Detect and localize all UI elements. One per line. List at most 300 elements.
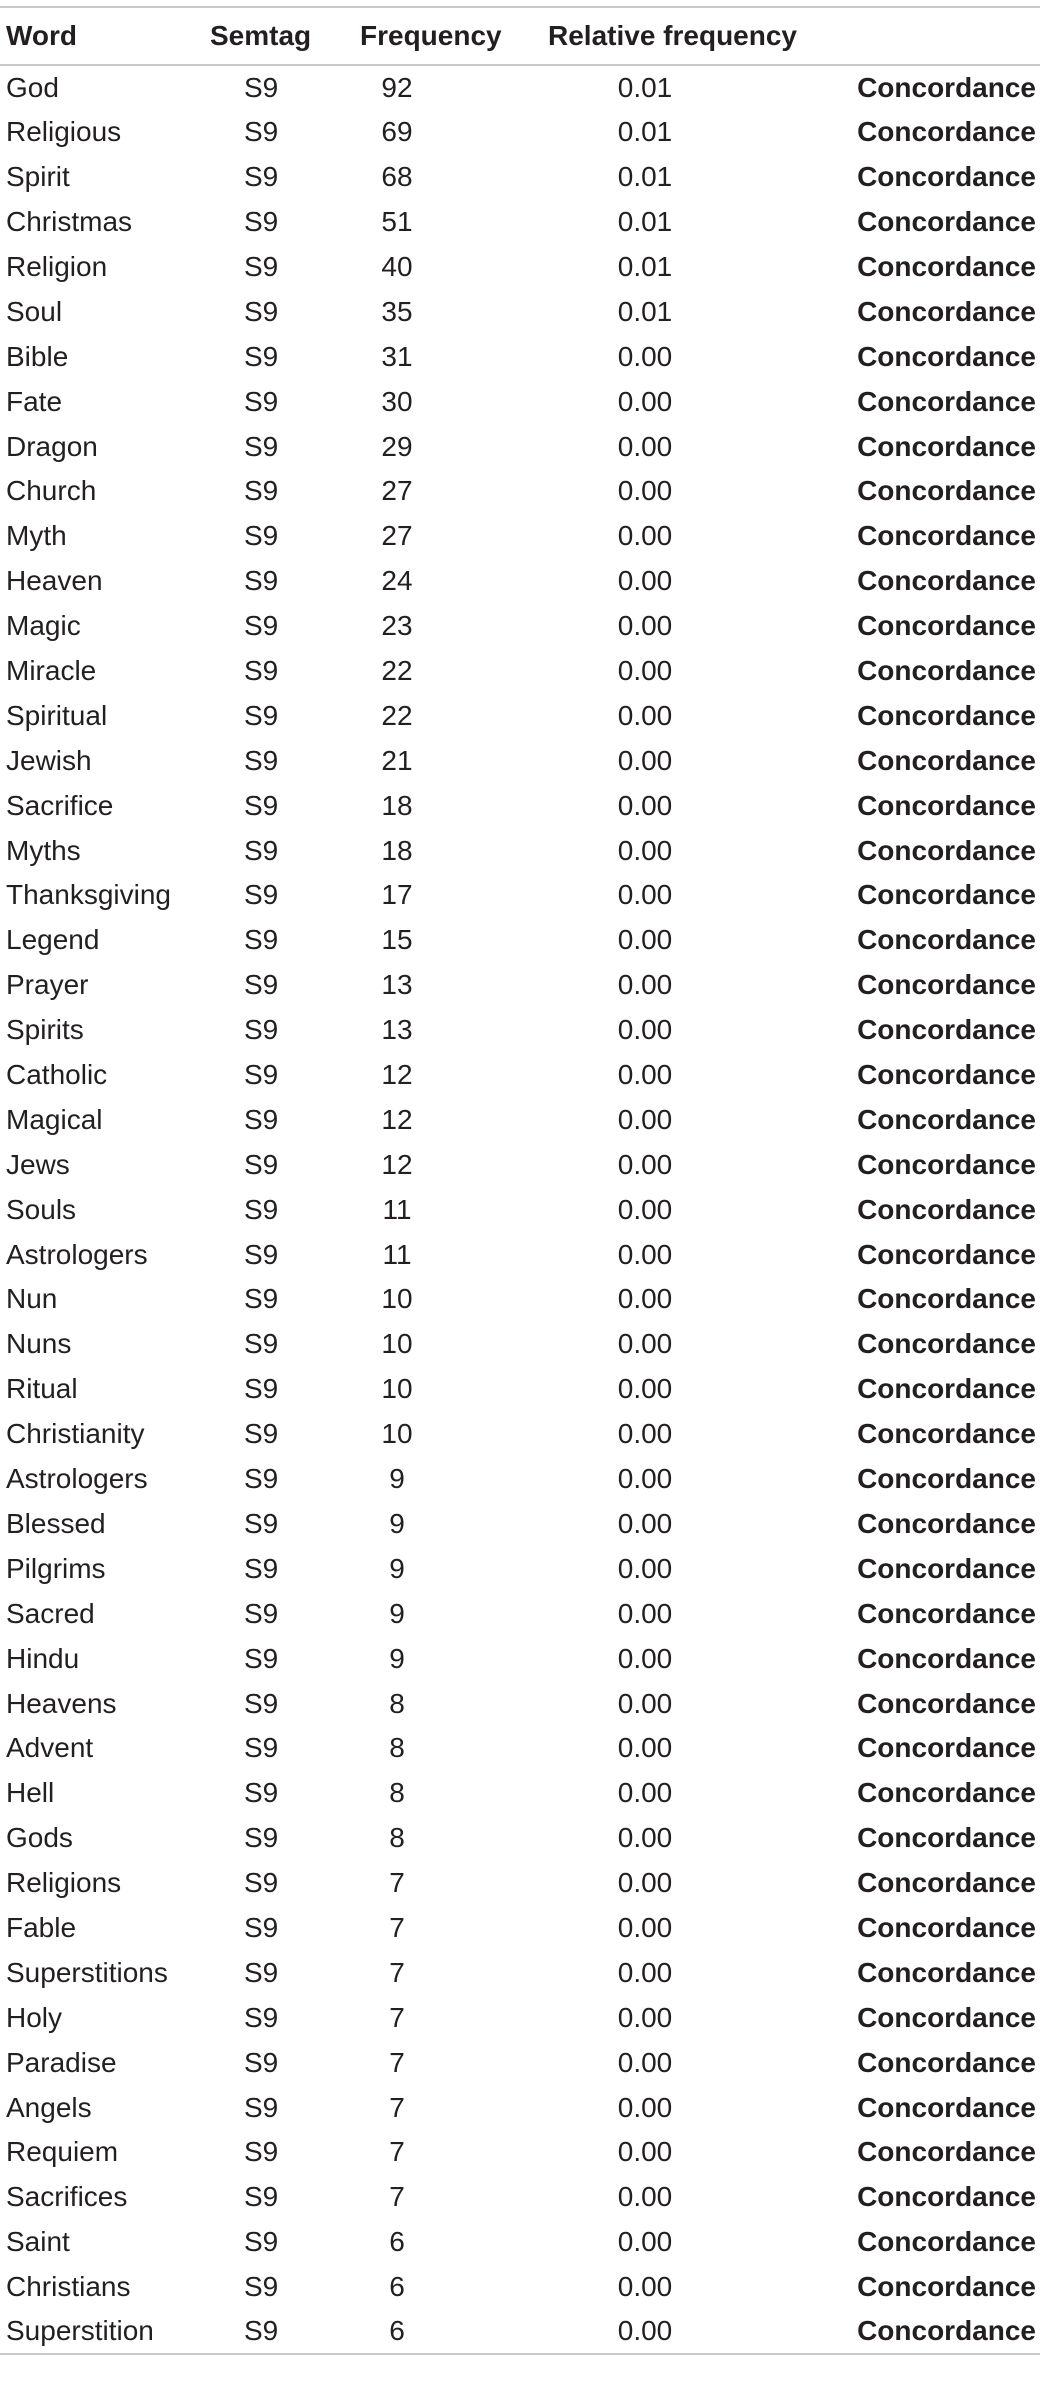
table-row <box>0 1816 1040 1861</box>
cell-word: Fable <box>6 1911 77 1943</box>
cell-relative-frequency: 0.00 <box>617 340 673 372</box>
table-row <box>0 1142 1040 1187</box>
cell-frequency: 13 <box>381 969 413 1001</box>
cell-word: Hindu <box>6 1642 80 1674</box>
cell-relative-frequency: 0.00 <box>617 1822 673 1854</box>
concordance-link[interactable]: Concordance <box>857 610 1036 642</box>
cell-semtag: S9 <box>244 2136 279 2168</box>
cell-relative-frequency: 0.00 <box>617 565 673 597</box>
cell-relative-frequency: 0.00 <box>617 1103 673 1135</box>
cell-semtag: S9 <box>244 340 279 372</box>
cell-relative-frequency: 0.00 <box>617 1283 673 1315</box>
concordance-link[interactable]: Concordance <box>857 1103 1036 1135</box>
cell-semtag: S9 <box>244 385 279 417</box>
table-row <box>0 649 1040 694</box>
cell-relative-frequency: 0.00 <box>617 2181 673 2213</box>
cell-relative-frequency: 0.00 <box>617 744 673 776</box>
cell-word: Hell <box>6 1777 55 1809</box>
cell-relative-frequency: 0.00 <box>617 2136 673 2168</box>
concordance-link[interactable]: Concordance <box>857 385 1036 417</box>
cell-frequency: 92 <box>381 71 413 103</box>
header-word: Word <box>0 7 196 65</box>
cell-semtag: S9 <box>244 475 279 507</box>
table-row <box>0 1950 1040 1995</box>
cell-relative-frequency: 0.00 <box>617 1463 673 1495</box>
concordance-link[interactable]: Concordance <box>857 475 1036 507</box>
cell-frequency: 8 <box>389 1777 405 1809</box>
cell-relative-frequency: 0.00 <box>617 385 673 417</box>
cell-semtag: S9 <box>244 744 279 776</box>
cell-frequency: 30 <box>381 385 413 417</box>
cell-frequency: 22 <box>381 655 413 687</box>
concordance-link[interactable]: Concordance <box>857 1373 1036 1405</box>
cell-frequency: 7 <box>389 1956 405 1988</box>
concordance-link[interactable]: Concordance <box>857 1418 1036 1450</box>
concordance-link[interactable]: Concordance <box>857 969 1036 1001</box>
cell-word: Dragon <box>6 430 98 462</box>
table-row <box>0 2175 1040 2220</box>
concordance-link[interactable]: Concordance <box>857 2001 1036 2033</box>
cell-frequency: 12 <box>381 1148 413 1180</box>
cell-frequency: 35 <box>381 295 413 327</box>
cell-semtag: S9 <box>244 1103 279 1135</box>
cell-semtag: S9 <box>244 71 279 103</box>
concordance-link[interactable]: Concordance <box>857 520 1036 552</box>
cell-relative-frequency: 0.01 <box>617 206 673 238</box>
cell-frequency: 10 <box>381 1373 413 1405</box>
header-row <box>0 7 1040 65</box>
table-row <box>0 1187 1040 1232</box>
cell-relative-frequency: 0.00 <box>617 610 673 642</box>
concordance-link[interactable]: Concordance <box>857 1283 1036 1315</box>
table-row <box>0 2085 1040 2130</box>
cell-relative-frequency: 0.00 <box>617 834 673 866</box>
header-semtag: Semtag <box>196 7 328 65</box>
cell-semtag: S9 <box>244 1059 279 1091</box>
cell-word: Magic <box>6 610 81 642</box>
concordance-link[interactable]: Concordance <box>857 295 1036 327</box>
cell-word: Religions <box>6 1867 122 1899</box>
cell-semtag: S9 <box>244 295 279 327</box>
cell-frequency: 7 <box>389 2136 405 2168</box>
cell-word: Saint <box>6 2226 70 2258</box>
table-row <box>0 1906 1040 1951</box>
table-row <box>0 1591 1040 1636</box>
cell-semtag: S9 <box>244 565 279 597</box>
table-row <box>0 1636 1040 1681</box>
cell-frequency: 6 <box>389 2226 405 2258</box>
cell-relative-frequency: 0.00 <box>617 475 673 507</box>
cell-frequency: 8 <box>389 1822 405 1854</box>
concordance-link[interactable]: Concordance <box>857 1732 1036 1764</box>
cell-word: Gods <box>6 1822 73 1854</box>
table-row <box>0 738 1040 783</box>
table-row <box>0 1232 1040 1277</box>
cell-semtag: S9 <box>244 789 279 821</box>
cell-word: Jewish <box>6 744 92 776</box>
cell-relative-frequency: 0.00 <box>617 1732 673 1764</box>
cell-frequency: 17 <box>381 879 413 911</box>
concordance-link[interactable]: Concordance <box>857 2046 1036 2078</box>
cell-frequency: 6 <box>328 2310 518 2355</box>
concordance-link[interactable]: Concordance <box>857 879 1036 911</box>
header-relative-frequency: Relative frequency <box>518 7 824 65</box>
cell-word: Paradise <box>6 2046 117 2078</box>
table-row <box>0 1995 1040 2040</box>
concordance-link[interactable]: Concordance <box>857 2226 1036 2258</box>
cell-relative-frequency: 0.00 <box>617 430 673 462</box>
cell-frequency: 18 <box>381 834 413 866</box>
concordance-link[interactable]: Concordance <box>857 1687 1036 1719</box>
table-row <box>0 2310 1040 2355</box>
table-row <box>0 1771 1040 1816</box>
cell-frequency: 18 <box>381 789 413 821</box>
concordance-link[interactable]: Concordance <box>857 1463 1036 1495</box>
cell-relative-frequency: 0.00 <box>617 1597 673 1629</box>
cell-semtag: S9 <box>244 1777 279 1809</box>
cell-word: Holy <box>6 2001 63 2033</box>
cell-word: Souls <box>6 1193 77 1225</box>
concordance-link[interactable]: Concordance <box>857 1642 1036 1674</box>
table-row <box>0 245 1040 290</box>
cell-frequency: 10 <box>381 1328 413 1360</box>
table-row <box>0 469 1040 514</box>
cell-relative-frequency: 0.01 <box>617 161 673 193</box>
cell-frequency: 8 <box>389 1732 405 1764</box>
table-row <box>0 1008 1040 1053</box>
cell-word: Myths <box>6 834 81 866</box>
cell-frequency: 15 <box>381 924 413 956</box>
concordance-link[interactable]: Concordance <box>857 206 1036 238</box>
cell-frequency: 9 <box>389 1552 405 1584</box>
cell-semtag: S9 <box>244 1283 279 1315</box>
cell-relative-frequency: 0.00 <box>617 520 673 552</box>
cell-relative-frequency: 0.00 <box>617 924 673 956</box>
table-row <box>0 963 1040 1008</box>
table-row <box>0 2265 1040 2310</box>
cell-semtag: S9 <box>244 2181 279 2213</box>
table-row <box>0 289 1040 334</box>
concordance-link[interactable]: Concordance <box>857 655 1036 687</box>
concordance-link[interactable]: Concordance <box>857 834 1036 866</box>
table-row <box>0 1681 1040 1726</box>
cell-semtag: S9 <box>244 699 279 731</box>
cell-word: Jews <box>6 1148 70 1180</box>
cell-word: Requiem <box>6 2136 119 2168</box>
table-row <box>0 1457 1040 1502</box>
cell-frequency: 10 <box>381 1418 413 1450</box>
cell-word: Nun <box>6 1283 58 1315</box>
cell-word: Astrologers <box>6 1238 148 1270</box>
cell-relative-frequency: 0.00 <box>617 2091 673 2123</box>
header-frequency: Frequency <box>328 7 518 65</box>
cell-relative-frequency: 0.00 <box>617 1418 673 1450</box>
cell-frequency: 7 <box>389 1911 405 1943</box>
table-row <box>0 873 1040 918</box>
table-row <box>0 514 1040 559</box>
cell-frequency: 8 <box>389 1687 405 1719</box>
table-row <box>0 1861 1040 1906</box>
cell-word: Church <box>6 475 97 507</box>
cell-word: Sacrifice <box>6 789 114 821</box>
cell-word: Religious <box>6 116 122 148</box>
cell-frequency: 11 <box>382 1238 412 1270</box>
concordance-link[interactable]: Concordance <box>857 565 1036 597</box>
cell-semtag: S9 <box>244 1732 279 1764</box>
cell-word: Heavens <box>6 1687 117 1719</box>
cell-semtag: S9 <box>244 2001 279 2033</box>
header-concordance <box>824 7 1040 65</box>
concordance-link[interactable]: Concordance <box>857 1597 1036 1629</box>
cell-semtag: S9 <box>244 879 279 911</box>
concordance-link[interactable]: Concordance <box>857 2091 1036 2123</box>
cell-semtag: S9 <box>244 116 279 148</box>
cell-word: Spirit <box>6 161 70 193</box>
cell-word: Sacrifices <box>6 2181 128 2213</box>
cell-semtag: S9 <box>244 969 279 1001</box>
concordance-link[interactable]: Concordance <box>857 116 1036 148</box>
concordance-link[interactable]: Concordance <box>857 71 1036 103</box>
cell-relative-frequency: 0.00 <box>617 2001 673 2033</box>
cell-word: Christianity <box>6 1418 145 1450</box>
cell-semtag: S9 <box>244 2046 279 2078</box>
cell-word: Catholic <box>6 1059 108 1091</box>
cell-relative-frequency: 0.01 <box>617 71 673 103</box>
cell-word: Superstitions <box>6 1956 168 1988</box>
concordance-link[interactable]: Concordance <box>857 1193 1036 1225</box>
concordance-link[interactable]: Concordance <box>824 2310 1040 2355</box>
cell-relative-frequency: 0.00 <box>617 1193 673 1225</box>
concordance-link[interactable]: Concordance <box>857 430 1036 462</box>
cell-word: Miracle <box>6 655 97 687</box>
cell-relative-frequency: 0.00 <box>617 1687 673 1719</box>
cell-word: Prayer <box>6 969 89 1001</box>
table-row <box>0 918 1040 963</box>
cell-semtag: S9 <box>244 1463 279 1495</box>
cell-relative-frequency: 0.00 <box>617 1956 673 1988</box>
table-row <box>0 379 1040 424</box>
cell-frequency: 22 <box>381 699 413 731</box>
cell-frequency: 9 <box>389 1597 405 1629</box>
cell-semtag: S9 <box>244 610 279 642</box>
concordance-link[interactable]: Concordance <box>857 340 1036 372</box>
cell-relative-frequency: 0.00 <box>617 1777 673 1809</box>
concordance-link[interactable]: Concordance <box>857 1059 1036 1091</box>
concordance-link[interactable]: Concordance <box>857 1328 1036 1360</box>
cell-frequency: 6 <box>389 2271 405 2303</box>
cell-frequency: 7 <box>389 1867 405 1899</box>
cell-semtag: S9 <box>196 2310 328 2355</box>
cell-semtag: S9 <box>244 430 279 462</box>
cell-semtag: S9 <box>244 1238 279 1270</box>
cell-word: Superstition <box>0 2310 196 2355</box>
cell-frequency: 12 <box>381 1103 413 1135</box>
table-row <box>0 604 1040 649</box>
table-row <box>0 1322 1040 1367</box>
table-row <box>0 2130 1040 2175</box>
cell-word: Thanksgiving <box>6 879 171 911</box>
concordance-link[interactable]: Concordance <box>857 1014 1036 1046</box>
cell-semtag: S9 <box>244 655 279 687</box>
cell-word: Astrologers <box>6 1463 148 1495</box>
cell-frequency: 69 <box>381 116 413 148</box>
concordance-link[interactable]: Concordance <box>857 789 1036 821</box>
cell-semtag: S9 <box>244 834 279 866</box>
cell-frequency: 51 <box>381 206 413 238</box>
cell-relative-frequency: 0.00 <box>617 2046 673 2078</box>
cell-semtag: S9 <box>244 1867 279 1899</box>
cell-semtag: S9 <box>244 1507 279 1539</box>
concordance-link[interactable]: Concordance <box>857 2271 1036 2303</box>
word-frequency-table <box>0 6 1040 2355</box>
concordance-link[interactable]: Concordance <box>857 1911 1036 1943</box>
concordance-link[interactable]: Concordance <box>857 2181 1036 2213</box>
cell-relative-frequency: 0.00 <box>617 1373 673 1405</box>
cell-frequency: 13 <box>381 1014 413 1046</box>
cell-relative-frequency: 0.00 <box>518 2310 824 2355</box>
cell-frequency: 7 <box>389 2091 405 2123</box>
concordance-link[interactable]: Concordance <box>857 1822 1036 1854</box>
cell-word: Advent <box>6 1732 94 1764</box>
table-header <box>0 7 1040 65</box>
cell-frequency: 9 <box>389 1507 405 1539</box>
cell-relative-frequency: 0.01 <box>617 116 673 148</box>
cell-relative-frequency: 0.00 <box>617 1911 673 1943</box>
cell-relative-frequency: 0.01 <box>617 251 673 282</box>
table-row <box>0 783 1040 828</box>
cell-word: Bible <box>6 340 69 372</box>
concordance-link[interactable]: Concordance <box>857 1956 1036 1988</box>
cell-word: Fate <box>6 385 63 417</box>
table-row <box>0 693 1040 738</box>
cell-word: Blessed <box>6 1507 106 1539</box>
cell-relative-frequency: 0.00 <box>617 1867 673 1899</box>
cell-frequency: 31 <box>381 340 413 372</box>
concordance-link[interactable]: Concordance <box>857 1148 1036 1180</box>
cell-semtag: S9 <box>244 1552 279 1584</box>
table-row <box>0 334 1040 379</box>
table-row <box>0 828 1040 873</box>
table-row <box>0 155 1040 200</box>
cell-word: Angels <box>6 2091 92 2123</box>
cell-semtag: S9 <box>244 2271 279 2303</box>
table-body <box>0 65 1040 2354</box>
table-row <box>0 1053 1040 1098</box>
cell-word: Legend <box>6 924 100 956</box>
cell-frequency: 11 <box>382 1193 412 1225</box>
cell-semtag: S9 <box>244 1642 279 1674</box>
cell-frequency: 7 <box>389 2046 405 2078</box>
table-row <box>0 2220 1040 2265</box>
concordance-link[interactable]: Concordance <box>857 1507 1036 1539</box>
table-row <box>0 200 1040 245</box>
cell-word: Christians <box>6 2271 131 2303</box>
cell-relative-frequency: 0.00 <box>617 789 673 821</box>
cell-word: God <box>6 71 59 103</box>
cell-frequency: 9 <box>389 1463 405 1495</box>
concordance-link[interactable]: Concordance <box>857 1777 1036 1809</box>
table-row <box>0 1277 1040 1322</box>
cell-semtag: S9 <box>244 1328 279 1360</box>
cell-semtag: S9 <box>244 2091 279 2123</box>
cell-semtag: S9 <box>244 1148 279 1180</box>
cell-word: Spirits <box>6 1014 84 1046</box>
cell-frequency: 27 <box>381 475 413 507</box>
cell-word: Soul <box>6 295 63 327</box>
cell-relative-frequency: 0.00 <box>617 1507 673 1539</box>
table-row <box>0 424 1040 469</box>
table-row <box>0 1367 1040 1412</box>
concordance-link[interactable]: Concordance <box>857 161 1036 193</box>
table-row <box>0 1546 1040 1591</box>
cell-frequency: 7 <box>389 2001 405 2033</box>
cell-relative-frequency: 0.00 <box>617 1642 673 1674</box>
cell-word: Ritual <box>6 1373 78 1405</box>
concordance-link[interactable]: Concordance <box>857 699 1036 731</box>
cell-relative-frequency: 0.00 <box>617 655 673 687</box>
concordance-link[interactable]: Concordance <box>857 251 1036 282</box>
cell-relative-frequency: 0.00 <box>617 1148 673 1180</box>
cell-semtag: S9 <box>244 1373 279 1405</box>
cell-semtag: S9 <box>244 1687 279 1719</box>
cell-relative-frequency: 0.00 <box>617 2226 673 2258</box>
cell-relative-frequency: 0.00 <box>617 699 673 731</box>
cell-word: Sacred <box>6 1597 95 1629</box>
table-row <box>0 65 1040 110</box>
cell-semtag: S9 <box>244 1911 279 1943</box>
cell-semtag: S9 <box>244 1418 279 1450</box>
cell-frequency: 40 <box>381 251 413 282</box>
cell-frequency: 23 <box>381 610 413 642</box>
cell-semtag: S9 <box>244 206 279 238</box>
concordance-link[interactable]: Concordance <box>857 744 1036 776</box>
cell-relative-frequency: 0.00 <box>617 969 673 1001</box>
cell-relative-frequency: 0.00 <box>617 1238 673 1270</box>
cell-semtag: S9 <box>244 924 279 956</box>
cell-semtag: S9 <box>244 1014 279 1046</box>
concordance-link[interactable]: Concordance <box>857 2136 1036 2168</box>
concordance-link[interactable]: Concordance <box>857 924 1036 956</box>
cell-semtag: S9 <box>244 2226 279 2258</box>
table-row <box>0 559 1040 604</box>
cell-semtag: S9 <box>244 161 279 193</box>
cell-word: Spiritual <box>6 699 108 731</box>
table-row <box>0 1726 1040 1771</box>
concordance-link[interactable]: Concordance <box>857 1867 1036 1899</box>
cell-relative-frequency: 0.00 <box>617 1014 673 1046</box>
cell-relative-frequency: 0.00 <box>617 1328 673 1360</box>
concordance-link[interactable]: Concordance <box>857 1552 1036 1584</box>
cell-semtag: S9 <box>244 1822 279 1854</box>
table-row <box>0 2040 1040 2085</box>
cell-semtag: S9 <box>244 251 279 282</box>
cell-relative-frequency: 0.00 <box>617 1059 673 1091</box>
cell-semtag: S9 <box>244 1193 279 1225</box>
cell-frequency: 68 <box>381 161 413 193</box>
table-row <box>0 1097 1040 1142</box>
cell-word: Christmas <box>6 206 133 238</box>
cell-relative-frequency: 0.00 <box>617 879 673 911</box>
cell-relative-frequency: 0.00 <box>617 1552 673 1584</box>
cell-word: Magical <box>6 1103 103 1135</box>
cell-frequency: 21 <box>381 744 413 776</box>
cell-word: Myth <box>6 520 67 552</box>
table-row <box>0 110 1040 155</box>
cell-word: Heaven <box>6 565 103 597</box>
cell-word: Religion <box>6 251 108 282</box>
table-row <box>0 1412 1040 1457</box>
concordance-link[interactable]: Concordance <box>857 1238 1036 1270</box>
